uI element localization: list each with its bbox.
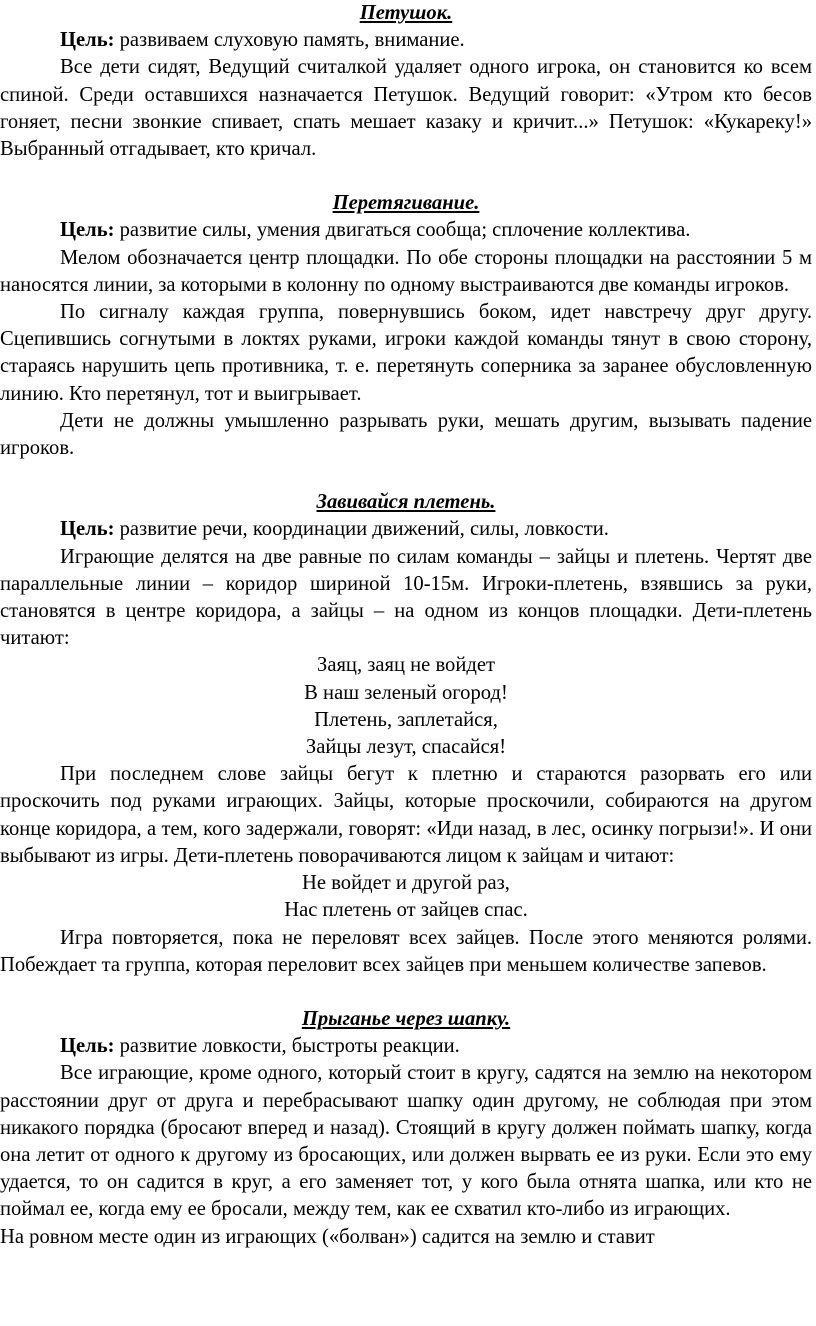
paragraph: Все играющие, кроме одного, который стоит в кругу, садятся на землю на некотором расстоянии друг от друга и перебрасывают шапку один другому, не соблюдая при этом никакого порядка (бросают вперед и назад). Стоящий в кругу должен поймать шапку, когда она летит от одного к другому из бросающих, или должен вырвать ее из руки. Если это ему удается, то он садится в круг, а его заменяет тот, у кого была отнята шапка, или кто не поймал ее, когда ему ее бросали, между тем, как ее схватил кто-либо из играющих. [0, 1062, 812, 1221]
goal-label: Цель: [60, 219, 115, 242]
verse-block [0, 870, 812, 924]
verse-line: Плетень, заплетайся, [314, 708, 498, 731]
spacer [0, 462, 812, 489]
spacer [0, 979, 812, 1006]
paragraph-cutoff: На ровном месте один из играющих («болван») садится на землю и ставит [0, 1225, 655, 1248]
paragraph: Все дети сидят, Ведущий считалкой удаляет одного игрока, он становится ко всем спиной. Среди оставшихся назначается Петушок. Ведущий говорит: «Утром кто бесов гоняет, песни звонкие спивает, спать мешает казаку и кричит...» Петушок: «Кукареку!» Выбранный отгадывает, кто кричал. [0, 56, 812, 161]
goal-line [0, 1033, 812, 1060]
goal-text: развитие ловкости, быстроты реакции. [114, 1035, 460, 1058]
section-petushok [0, 0, 812, 163]
verse-block [0, 652, 812, 761]
verse-line: Нас плетень от зайцев спас. [284, 899, 528, 922]
paragraph: Играющие делятся на две равные по силам команды – зайцы и плетень. Чертят две параллельные линии – коридор шириной 10-15м. Игроки-плетень, взявшись за руки, становятся в центре коридора, а зайцы – на одном из концов площадки. Дети-плетень читают: [0, 545, 812, 650]
verse-line: Заяц, заяц не войдет [317, 654, 495, 677]
verse-line: Зайцы лезут, спасайся! [305, 736, 507, 759]
section-title: Прыганье через шапку. [301, 1007, 511, 1030]
goal-label: Цель: [60, 518, 115, 541]
goal-line [0, 27, 812, 54]
section-pryganie-cherez-shapku [0, 1006, 812, 1251]
verse-line: Не войдет и другой раз, [302, 872, 510, 895]
spacer [0, 163, 812, 190]
section-zavivaysya-pleten [0, 489, 812, 979]
section-title: Перетягивание. [332, 192, 480, 215]
paragraph: При последнем слове зайцы бегут к плетню и стараются разорвать его или проскочить под руками играющих. Зайцы, которые проскочили, собираются на другом конце коридора, а тем, кого задержали, говорят: «Иди назад, в лес, осинку погрызи!». И они выбывают из игры. Дети-плетень поворачиваются лицом к зайцам и читают: [0, 763, 812, 867]
paragraph: По сигналу каждая группа, повернувшись боком, идет навстречу друг другу. Сцепившись согнутыми в локтях руками, игроки каждой команды тянут в свою сторону, стараясь нарушить цепь противника, т. е. перетянуть соперника за заранее обусловленную линию. Кто перетянул, тот и выигрывает. [0, 301, 812, 405]
goal-line [0, 516, 812, 543]
goal-label: Цель: [60, 1035, 115, 1058]
paragraph: Мелом обозначается центр площадки. По обе стороны площадки на расстоянии 5 м наносятся линии, за которыми в колонну по одному выстраиваются две команды игроков. [0, 246, 812, 296]
paragraph: Дети не должны умышленно разрывать руки, мешать другим, вызывать падение игроков. [0, 409, 812, 460]
section-peretyagivanie [0, 190, 812, 462]
section-title: Завивайся плетень. [316, 491, 496, 514]
goal-line [0, 217, 812, 244]
paragraph: Игра повторяется, пока не переловят всех зайцев. После этого меняются ролями. Побеждает та группа, которая переловит всех зайцев при меньшем количестве запевов. [0, 926, 812, 976]
goal-text: развитие силы, умения двигаться сообща; сплочение коллектива. [114, 219, 691, 242]
goal-text: развитие речи, координации движений, силы, ловкости. [114, 518, 609, 541]
goal-text: развиваем слуховую память, внимание. [114, 29, 465, 52]
section-title: Петушок. [359, 2, 453, 24]
goal-label: Цель: [60, 29, 115, 52]
verse-line: В наш зеленый огород! [304, 681, 508, 704]
